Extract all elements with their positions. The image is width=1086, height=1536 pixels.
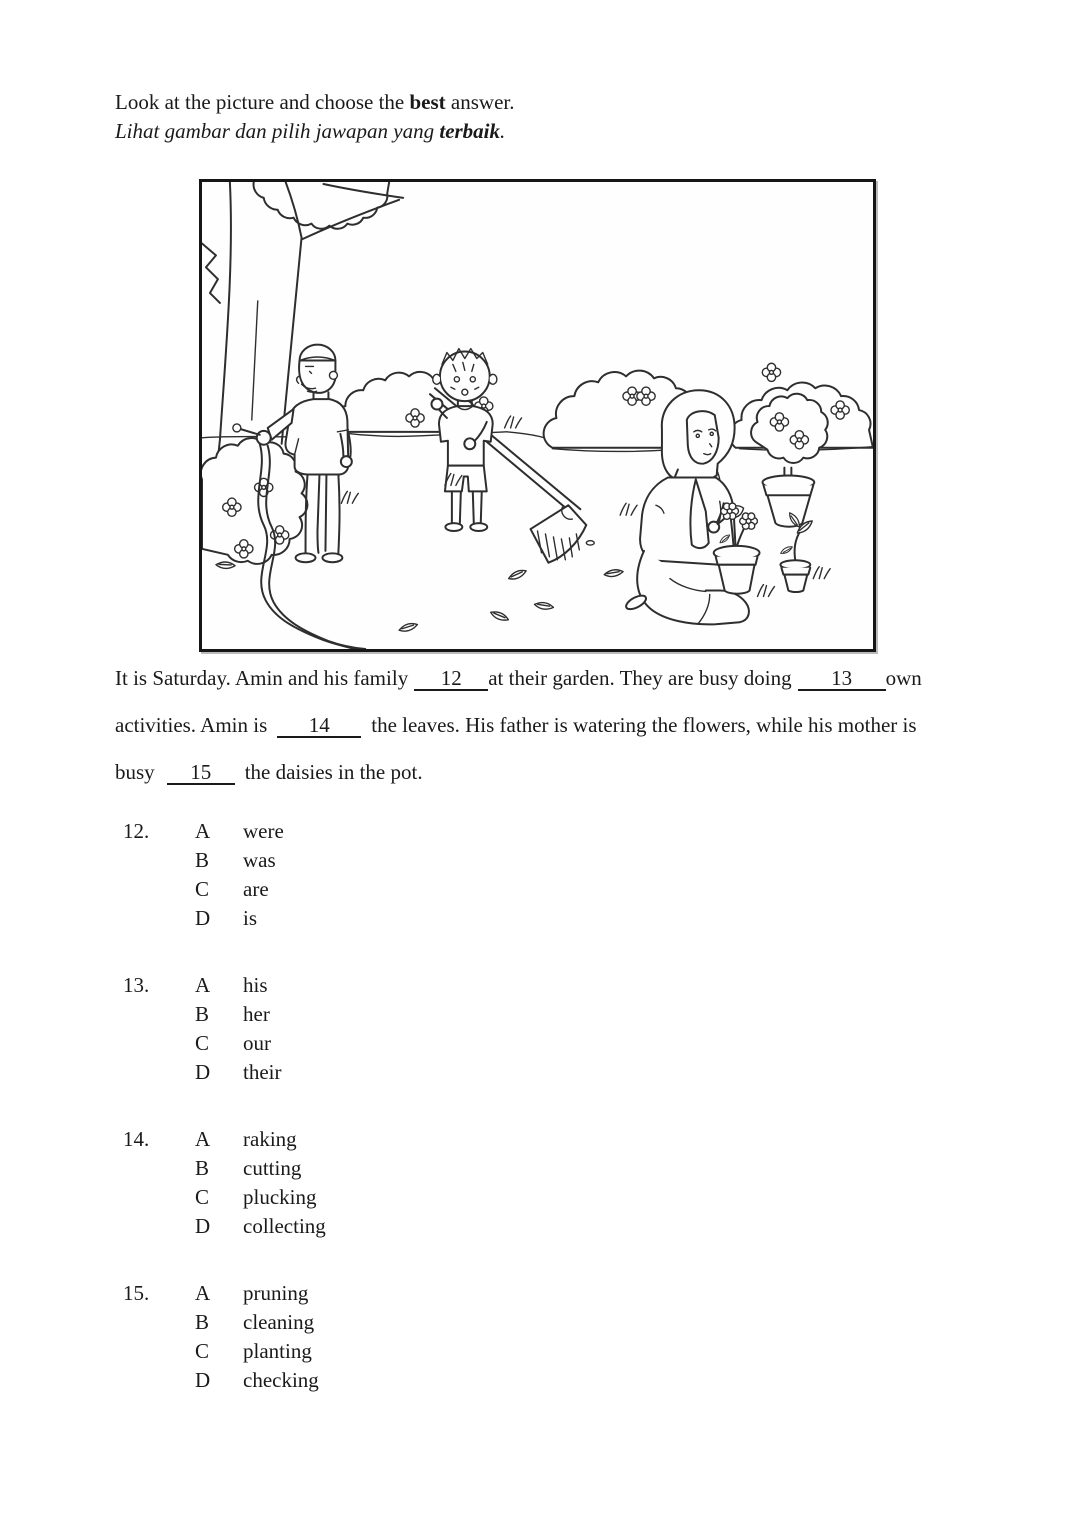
passage-text: activities. Amin is xyxy=(115,713,268,737)
blank-13: 13 xyxy=(798,667,886,691)
option-text: cutting xyxy=(243,1156,302,1180)
question-13-option-d xyxy=(195,1058,281,1087)
question-14-option-c xyxy=(195,1183,326,1212)
question-14-option-a xyxy=(195,1125,326,1154)
rake-head xyxy=(531,505,587,563)
passage-text: own xyxy=(885,666,922,690)
option-text: planting xyxy=(243,1339,312,1363)
option-letter: B xyxy=(195,848,210,872)
question-15-option-b xyxy=(195,1308,319,1337)
instruction-en-pre: Look at the picture and choose the xyxy=(115,90,410,114)
garden-scene-illustration xyxy=(202,182,873,649)
option-text: her xyxy=(243,1002,270,1026)
question-15-option-c xyxy=(195,1337,319,1366)
passage-text: the daisies in the pot. xyxy=(244,760,423,784)
bush-left xyxy=(202,438,307,564)
question-15-option-d xyxy=(195,1366,319,1395)
question-14-option-d xyxy=(195,1212,326,1241)
option-text: were xyxy=(243,819,284,843)
option-letter: A xyxy=(195,973,211,997)
option-letter: C xyxy=(195,1339,210,1363)
question-13-option-c xyxy=(195,1029,281,1058)
question-15-option-a xyxy=(195,1279,319,1308)
option-letter: B xyxy=(195,1002,210,1026)
option-letter: D xyxy=(195,1368,211,1392)
options xyxy=(195,971,281,1087)
instruction-line-malay xyxy=(115,117,514,146)
option-letter: D xyxy=(195,906,211,930)
options xyxy=(195,1125,326,1241)
question-12-option-c xyxy=(195,875,284,904)
question-12-option-a xyxy=(195,817,284,846)
option-letter: A xyxy=(195,1127,211,1151)
option-text: collecting xyxy=(243,1214,326,1238)
option-text: their xyxy=(243,1060,282,1084)
question-number: 13. xyxy=(123,973,150,997)
question-13-option-a xyxy=(195,971,281,1000)
question-12-option-b xyxy=(195,846,284,875)
option-letter: A xyxy=(195,819,211,843)
blank-12: 12 xyxy=(414,667,488,691)
instruction-ms-post: . xyxy=(500,119,506,143)
option-text: is xyxy=(243,906,258,930)
option-letter: C xyxy=(195,877,210,901)
passage-line-1 xyxy=(115,666,922,691)
option-letter: B xyxy=(195,1310,210,1334)
instructions xyxy=(115,88,514,146)
option-text: checking xyxy=(243,1368,319,1392)
option-text: raking xyxy=(243,1127,297,1151)
question-15 xyxy=(123,1279,326,1395)
option-text: his xyxy=(243,973,268,997)
option-text: plucking xyxy=(243,1185,317,1209)
option-letter: A xyxy=(195,1281,211,1305)
passage-text: busy xyxy=(115,760,155,784)
options xyxy=(195,817,284,933)
option-text: pruning xyxy=(243,1281,309,1305)
option-text: cleaning xyxy=(243,1310,315,1334)
passage-text: the leaves. His father is watering the flowers, while his mother is xyxy=(371,713,917,737)
question-12 xyxy=(123,817,326,933)
question-number: 14. xyxy=(123,1127,150,1151)
passage-line-3 xyxy=(115,760,423,785)
question-list xyxy=(123,817,326,1433)
options xyxy=(195,1279,319,1395)
instruction-en-bold: best xyxy=(409,90,446,114)
garden-scene-figure xyxy=(199,179,876,652)
potted-shrub xyxy=(751,394,828,527)
passage-text: It is Saturday. Amin and his family xyxy=(115,666,409,690)
option-letter: D xyxy=(195,1060,211,1084)
question-number: 12. xyxy=(123,819,150,843)
option-text: are xyxy=(243,877,269,901)
instruction-line-english xyxy=(115,88,514,117)
passage-line-2 xyxy=(115,713,917,738)
option-letter: D xyxy=(195,1214,211,1238)
instruction-ms-pre: Lihat gambar dan pilih jawapan yang xyxy=(115,119,440,143)
question-13 xyxy=(123,971,326,1087)
option-letter: C xyxy=(195,1185,210,1209)
question-12-option-d xyxy=(195,904,284,933)
instruction-en-post: answer. xyxy=(445,90,515,114)
option-text: our xyxy=(243,1031,271,1055)
instruction-ms-bold: terbaik xyxy=(439,119,501,143)
question-number: 15. xyxy=(123,1281,150,1305)
question-14 xyxy=(123,1125,326,1241)
option-letter: B xyxy=(195,1156,210,1180)
blank-15: 15 xyxy=(167,761,235,785)
question-14-option-b xyxy=(195,1154,326,1183)
blank-14: 14 xyxy=(277,714,361,738)
question-13-option-b xyxy=(195,1000,281,1029)
passage-text: at their garden. They are busy doing xyxy=(488,666,792,690)
option-letter: C xyxy=(195,1031,210,1055)
option-text: was xyxy=(243,848,276,872)
